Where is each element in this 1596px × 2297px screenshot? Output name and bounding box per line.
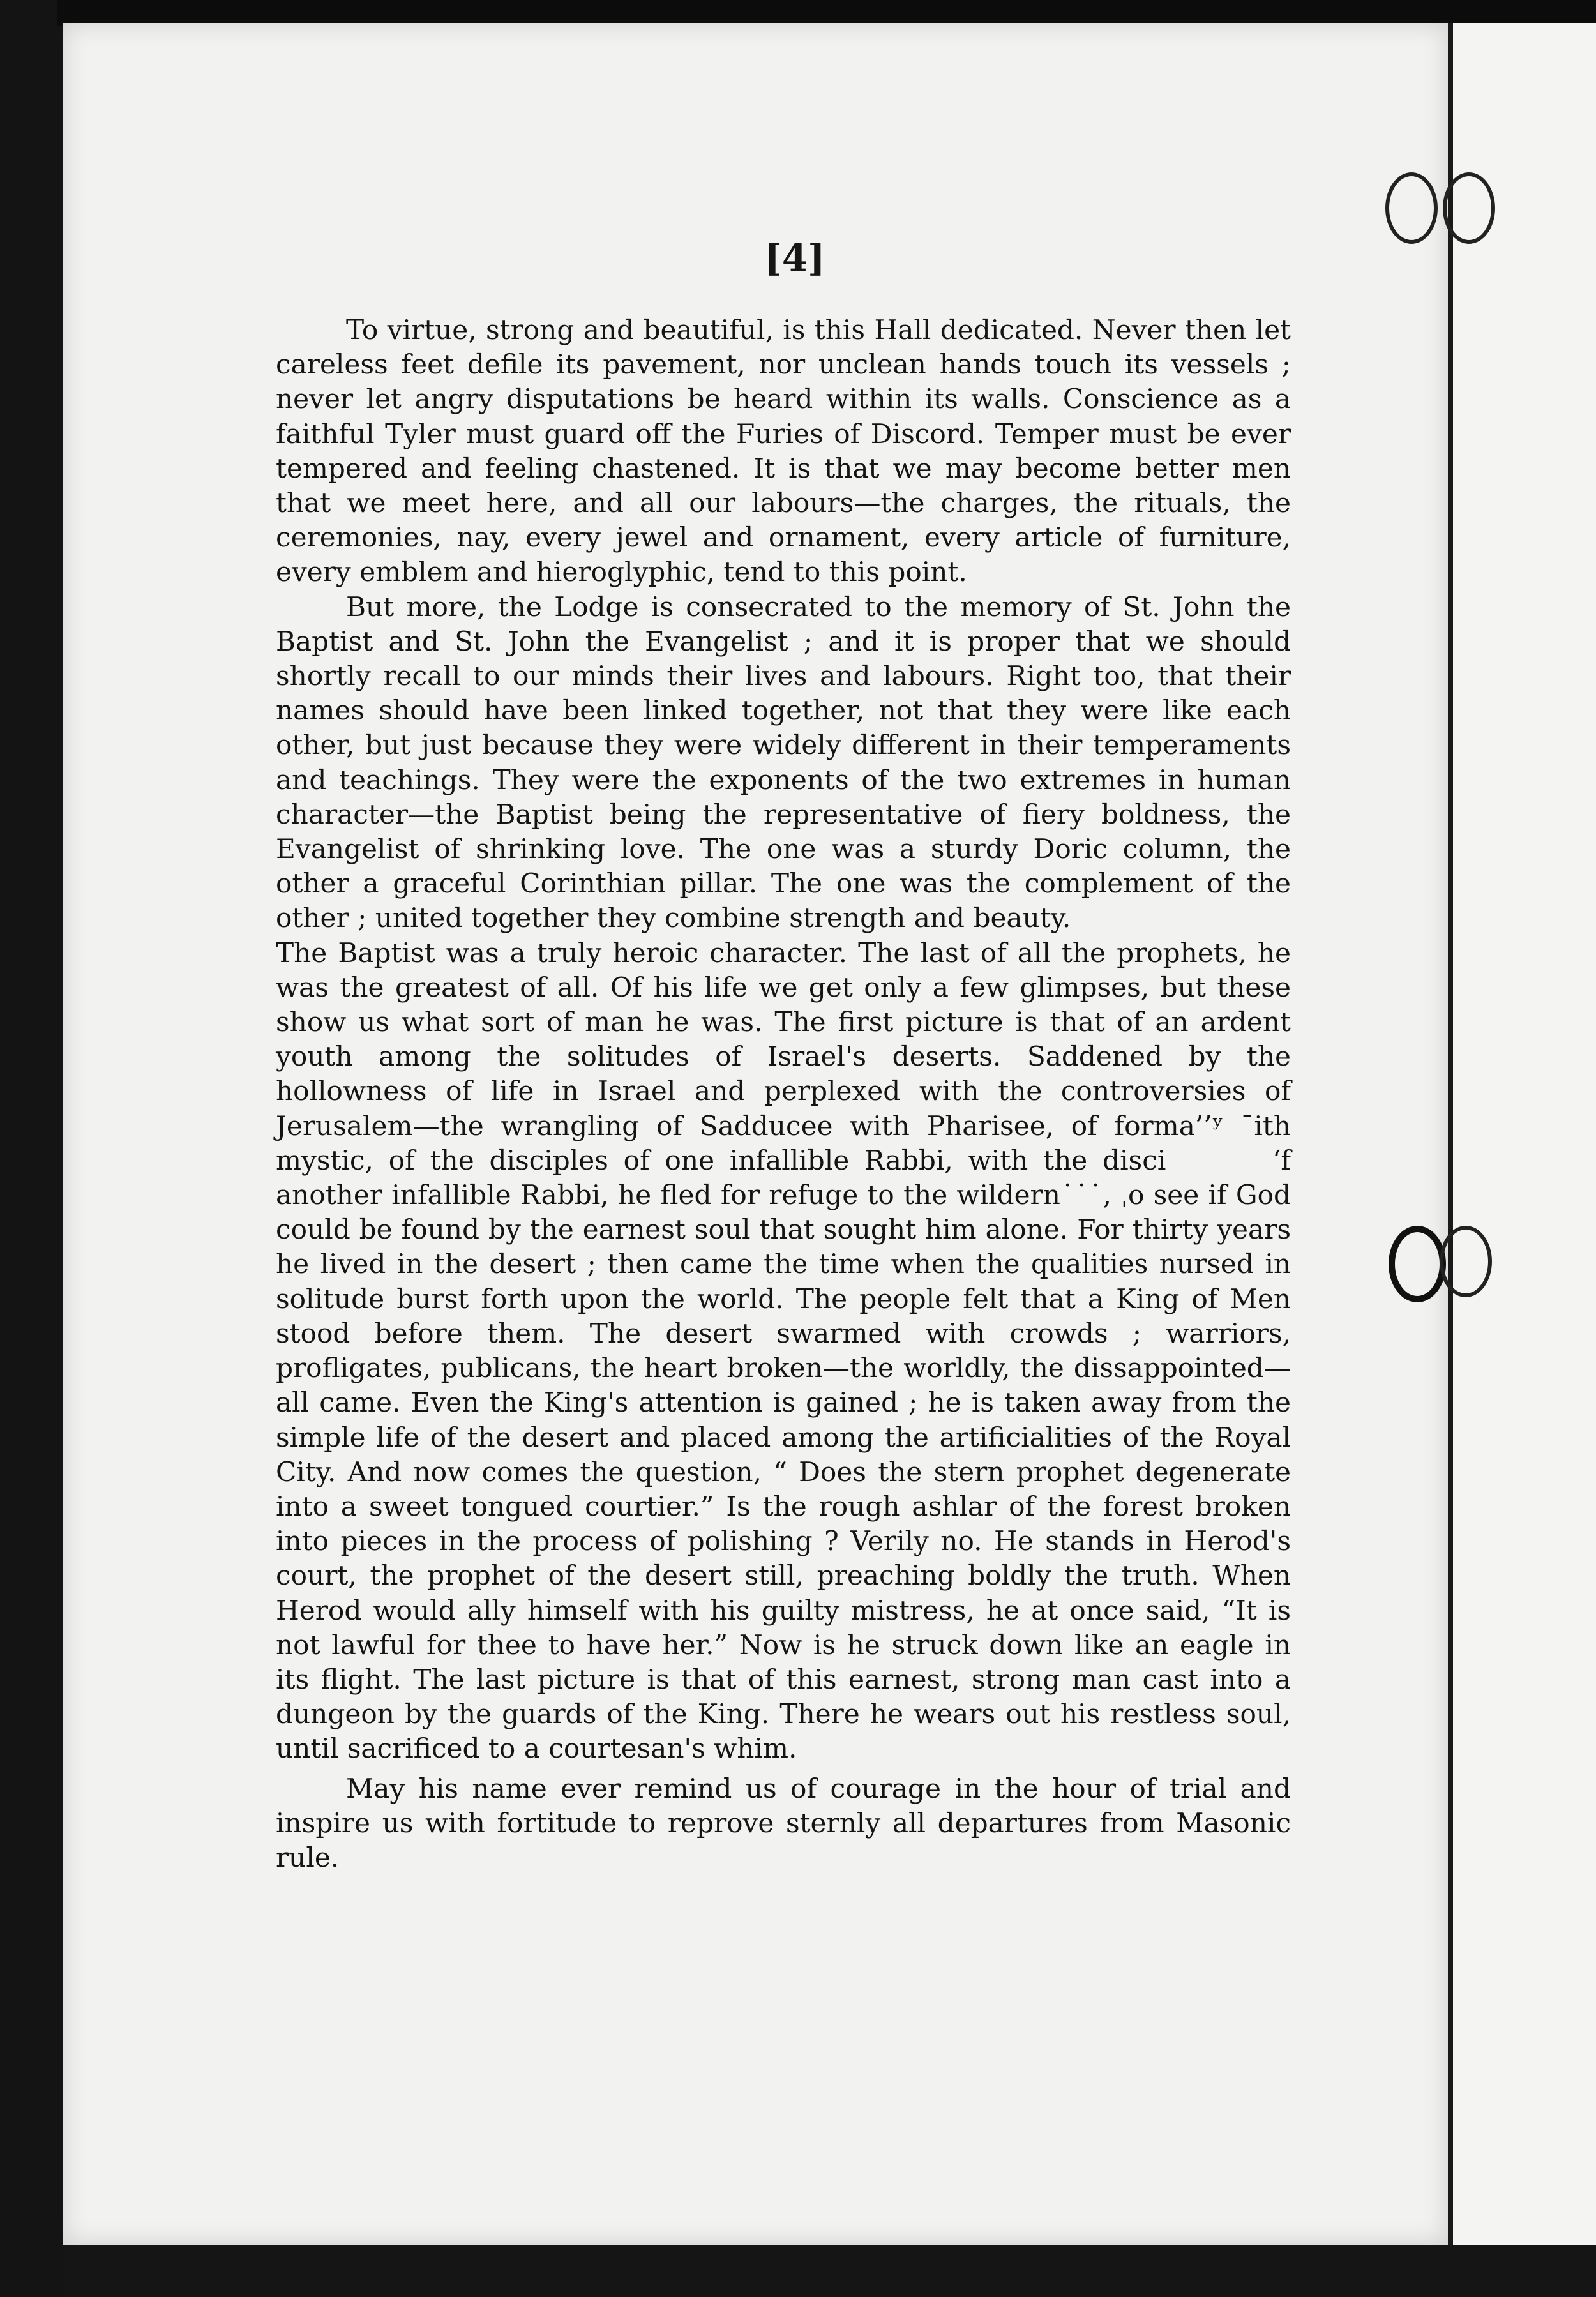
page-number: [4]: [764, 236, 825, 280]
adjacent-page-edge: [1448, 23, 1596, 2245]
scan-left-margin: [0, 0, 63, 2297]
binding-hole-icon: [1443, 172, 1495, 244]
paragraph-closing: May his name ever remind us of courage in the hour of trial and inspire us with fortitude to reprove sternly all departures from Masonic rule.: [276, 1772, 1291, 1873]
paragraph-lodge-consecration: But more, the Lodge is consecrated to the memory of St. John the Baptist and St. John the Evangelist ; and it is proper that we should shortly recall to our minds their lives and labours. Right too, that their names should have been linked together, not that they were like each other, but just because they were widely different in their temperaments and teachings. They were the exponents of the two extremes in human character—the Baptist being the representative of fiery boldness, the Evangelist of shrinking love. The one was a sturdy Doric column, the other a graceful Corinthian pillar. The one was the complement of the other ; united together they combine strength and beauty.: [276, 591, 1291, 934]
binding-hole-icon: [1440, 1226, 1492, 1297]
body-text: [276, 313, 1291, 1875]
paragraph-baptist: The Baptist was a truly heroic character. The last of all the prophets, he was the greatest of all. Of his life we get only a few glimpses, but these show us what sort of man he was. The first picture is that of an ardent youth among the solitudes of Israel's deserts. Saddened by the hollowness of life in Israel and perplexed with the controversies of Jerusalem—the wrangling of Sadducee with Pharisee, of forma’’ʸ ˉith mystic, of the disciples of one infallible Rabbi, with the disci ʻf another infallible Rabbi, he fled for refuge to the wildern˙˙˙, ˌo see if God could be found by the earnest soul that sought him alone. For thirty years he lived in the desert ; then came the time when the qualities nursed in solitude burst forth upon the world. The people felt that a King of Men stood before them. The desert swarmed with crowds ; warriors, profligates, publicans, the heart broken—the worldly, the dissappointed—all came. Even the King's attention is gained ; he is taken away from the simple life of the desert and placed among the artificialities of the Royal City. And now comes the question, “ Does the stern prophet degenerate into a sweet tongued courtier.” Is the rough ashlar of the forest broken into pieces in the process of polishing ? Verily no. He stands in Herod's court, the prophet of the desert still, preaching boldly the truth. When Herod would ally himself with his guilty mistress, he at once said, “It is not lawful for thee to have her.” Now is he struck down like an eagle in its flight. The last picture is that of this earnest, strong man cast into a dungeon by the guards of the King. There he wears out his restless soul, until sacrificed to a courtesan's whim.: [276, 937, 1291, 1765]
paragraph-dedication: To virtue, strong and beautiful, is this Hall dedicated. Never then let careless feet defile its pavement, nor unclean hands touch its vessels ; never let angry disputations be heard within its walls. Conscience as a faithful Tyler must guard off the Furies of Discord. Temper must be ever tempered and feeling chastened. It is that we may become better men that we meet here, and all our labours—the charges, the rituals, the ceremonies, nay, every jewel and ornament, every article of furniture, every emblem and hieroglyphic, tend to this point.: [276, 314, 1291, 588]
binding-hole-icon: [1389, 1226, 1446, 1302]
scan-bottom-margin: [63, 2245, 1596, 2297]
scan-top-margin: [57, 0, 1596, 26]
binding-hole-icon: [1385, 172, 1438, 244]
